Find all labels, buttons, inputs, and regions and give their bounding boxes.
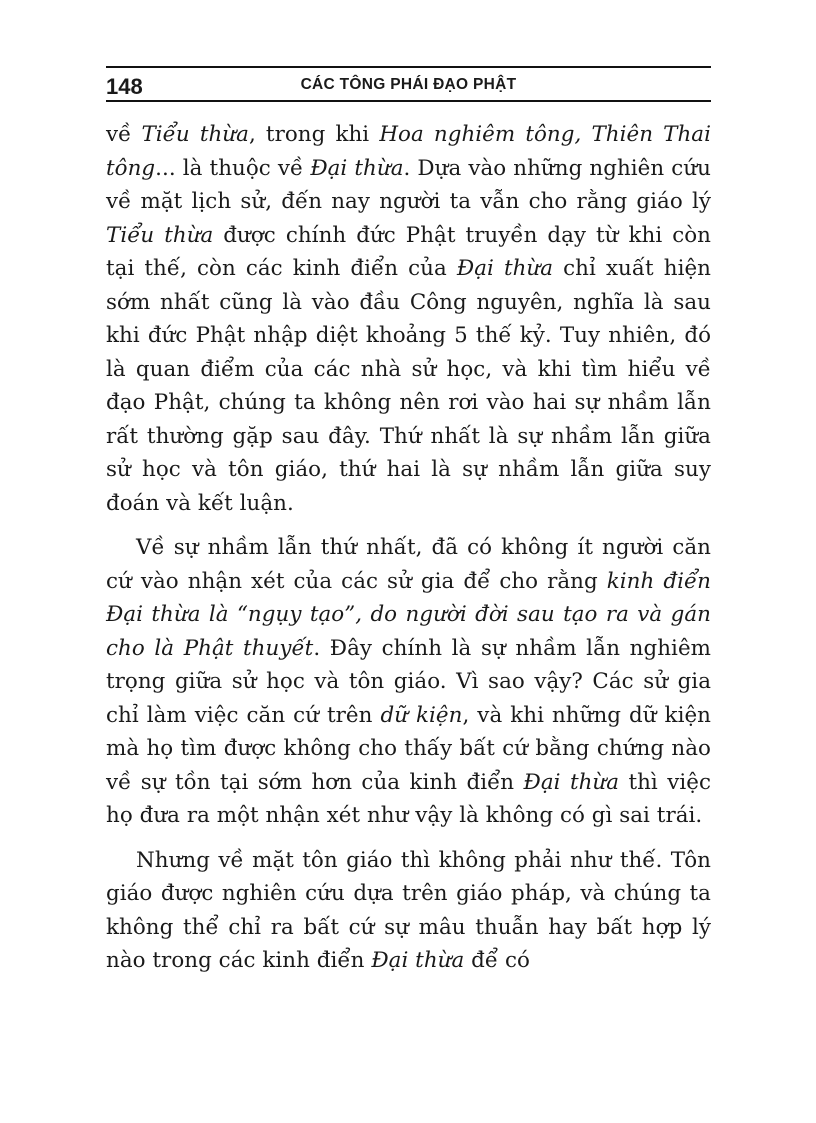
book-page <box>106 66 711 978</box>
italic-term: Đại thừa <box>456 256 554 281</box>
page-number: 148 <box>106 74 143 99</box>
italic-term: Đại thừa <box>371 948 465 973</box>
text-run: về <box>106 122 142 147</box>
text-run: để có <box>464 948 530 973</box>
italic-term: Tiểu thừa <box>141 122 249 147</box>
italic-term: dữ kiện <box>380 702 463 728</box>
text-run: thì việc họ đưa ra một nhận xét như vậy là không có gì sai trái. <box>106 769 711 828</box>
running-header <box>106 66 711 102</box>
italic-term: Đại thừa <box>310 155 404 181</box>
text-run: ... là thuộc về <box>155 155 311 181</box>
text-run: , trong khi <box>248 122 380 147</box>
paragraph-2 <box>106 531 711 833</box>
italic-term: Hoa nghiêm tông, Thiên Thai tông <box>106 122 711 181</box>
paragraph-3 <box>106 844 711 978</box>
italic-term: kinh điển Đại thừa là “ngụy tạo”, do người đời sau tạo ra và gán cho là Phật thuyết <box>106 568 712 661</box>
text-run: . Đây chính là sự nhầm lẫn nghiêm trọng giữa sử học và tôn giáo. Vì sao vậy? Các sử gia chỉ làm việc căn cứ trên <box>106 635 711 728</box>
book-title: CÁC TÔNG PHÁI ĐẠO PHẬT <box>300 76 517 93</box>
italic-term: Đại thừa <box>523 769 620 795</box>
text-run: , và khi những dữ kiện mà họ tìm được không cho thấy bất cứ bằng chứng nào về sự tồn tại sớm hơn của kinh điển <box>106 702 711 795</box>
text-run: chỉ xuất hiện sớm nhất cũng là vào đầu Công nguyên, nghĩa là sau khi đức Phật nhập diệt khoảng 5 thế kỷ. Tuy nhiên, đó là quan điểm của các nhà sử học, và khi tìm hiểu về đạo Phật, chúng ta không nên rơi vào hai sự nhầm lẫn rất thường gặp sau đây. Thứ nhất là sự nhầm lẫn giữa sử học và tôn giáo, thứ hai là sự nhầm lẫn giữa suy đoán và kết luận. <box>106 256 712 516</box>
body-text <box>106 118 711 978</box>
text-run: được chính đức Phật truyền dạy từ khi còn tại thế, còn các kinh điển của <box>106 222 711 281</box>
text-run: Nhưng về mặt tôn giáo thì không phải như thế. Tôn giáo được nghiên cứu dựa trên giáo pháp, và chúng ta không thể chỉ ra bất cứ sự mâu thuẫn hay bất hợp lý nào trong các kinh điển <box>106 847 711 973</box>
text-run: . Dựa vào những nghiên cứu về mặt lịch sử, đến nay người ta vẫn cho rằng giáo lý <box>106 155 711 214</box>
text-run: Về sự nhầm lẫn thứ nhất, đã có không ít người căn cứ vào nhận xét của các sử gia để cho rằng <box>106 535 711 594</box>
paragraph-1 <box>106 118 711 520</box>
italic-term: Tiểu thừa <box>106 222 214 248</box>
